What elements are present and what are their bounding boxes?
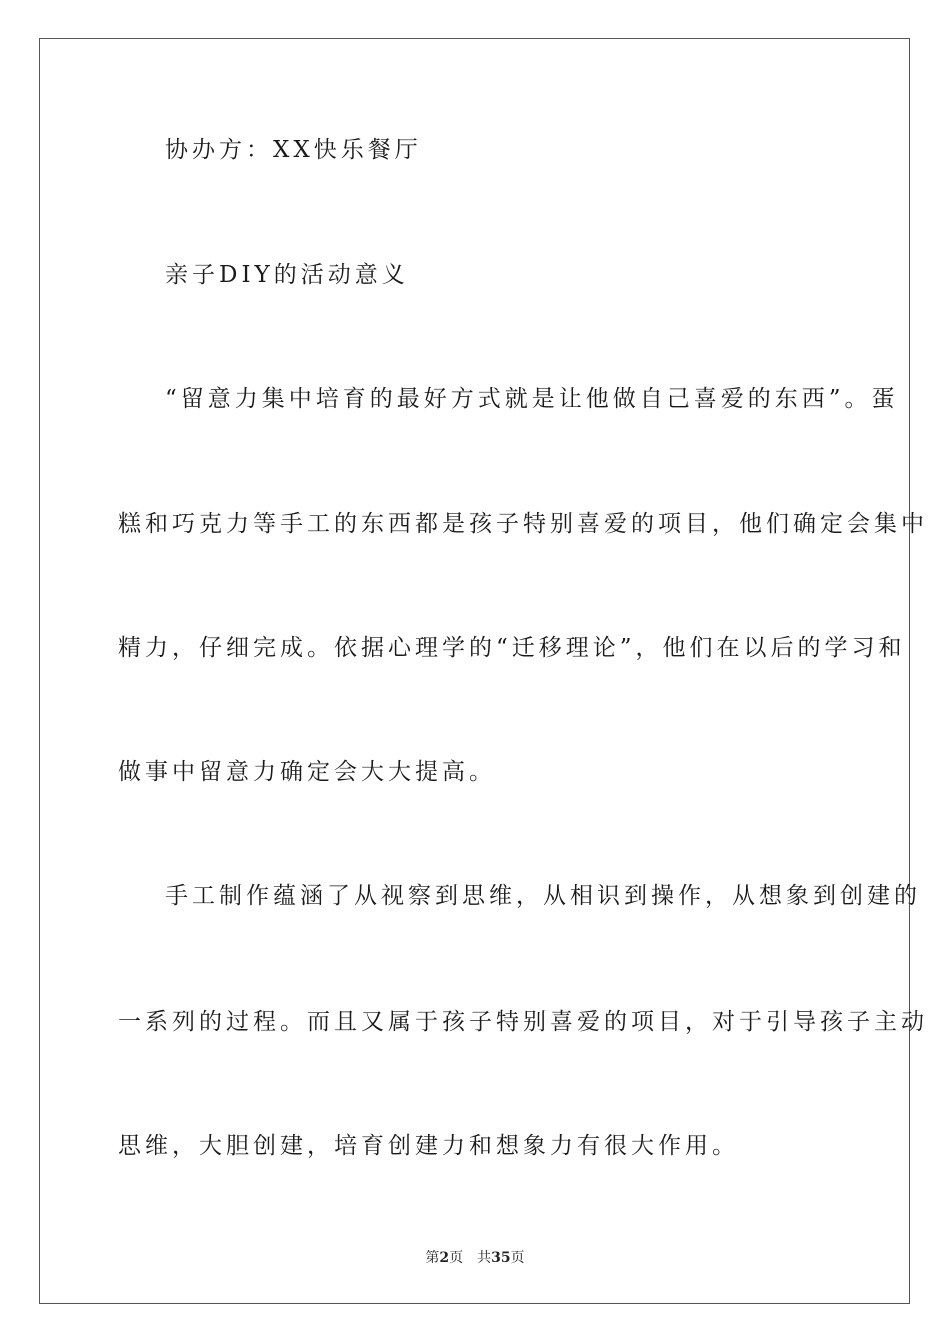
page-footer bbox=[0, 1249, 950, 1267]
paragraph-2-line-2: 一系列的过程。而且又属于孩子特别喜爱的项目，对于引导孩子主动 bbox=[118, 1009, 928, 1035]
page-border bbox=[39, 38, 928, 1304]
total-suffix: 页 bbox=[510, 1250, 525, 1266]
page-number: 2 bbox=[439, 1250, 450, 1266]
paragraph-2-line-3: 思维，大胆创建，培育创建力和想象力有很大作用。 bbox=[118, 1133, 739, 1159]
total-pages: 35 bbox=[491, 1250, 511, 1266]
total-prefix: 共 bbox=[477, 1250, 492, 1266]
section-heading: 亲子DIY的活动意义 bbox=[165, 262, 409, 288]
paragraph-1-line-4: 做事中留意力确定会大大提高。 bbox=[118, 759, 496, 785]
paragraph-1-line-1: “留意力集中培育的最好方式就是让他做自己喜爱的东西”。蛋 bbox=[165, 386, 899, 412]
paragraph-1-line-2: 糕和巧克力等手工的东西都是孩子特别喜爱的项目，他们确定会集中 bbox=[118, 511, 928, 537]
paragraph-2-line-1: 手工制作蕴涵了从视察到思维，从相识到操作，从想象到创建的 bbox=[165, 883, 921, 909]
page-prefix: 第 bbox=[425, 1250, 440, 1266]
page-suffix: 页 bbox=[449, 1250, 464, 1266]
co-organizer-line: 协办方：XX快乐餐厅 bbox=[165, 137, 422, 163]
paragraph-1-line-3: 精力，仔细完成。依据心理学的“迁移理论”，他们在以后的学习和 bbox=[118, 635, 906, 661]
